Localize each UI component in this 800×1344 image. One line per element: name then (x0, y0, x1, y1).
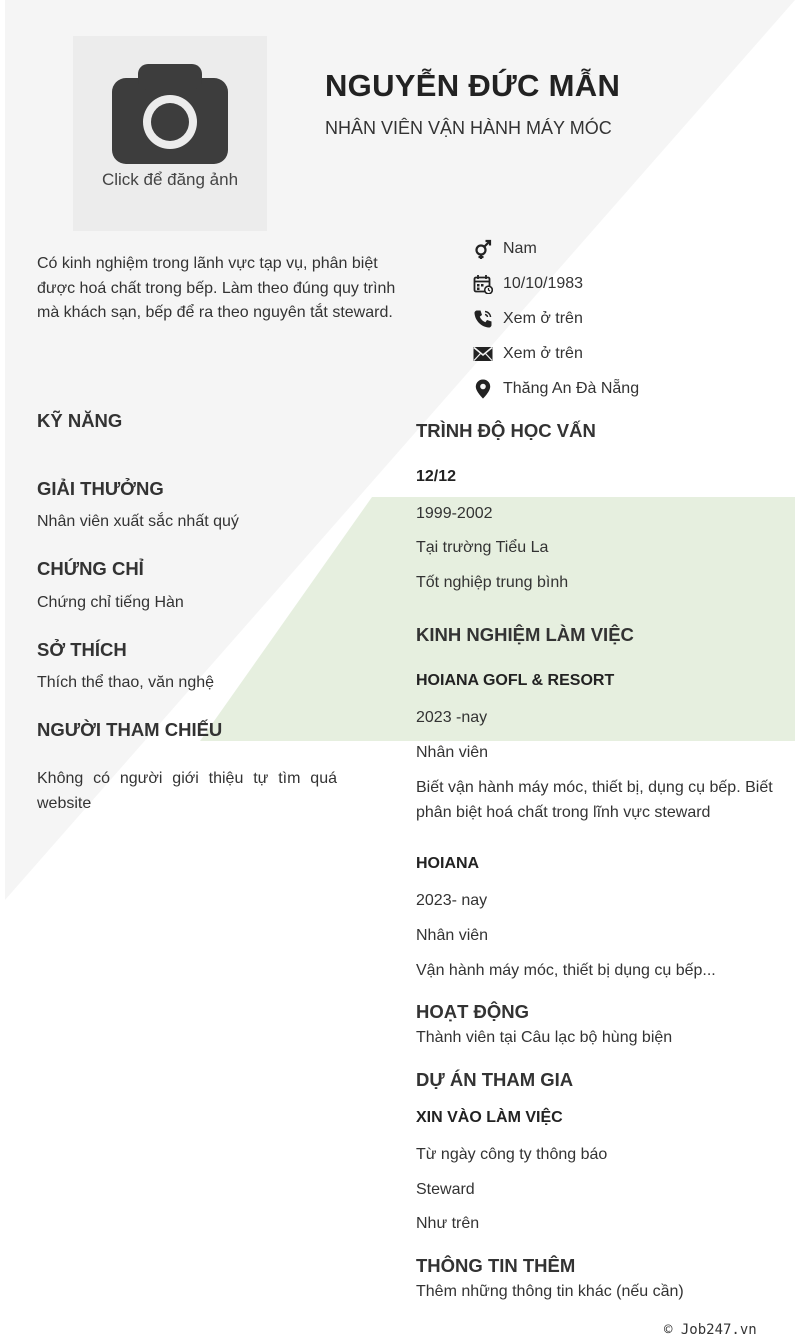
job-role: Nhân viên (416, 744, 489, 761)
education-degree: 12/12 (416, 468, 457, 485)
job-description: Vận hành máy móc, thiết bị dụng cụ bếp... (416, 962, 716, 979)
hobbies-text: Thích thể thao, văn nghệ (37, 674, 215, 691)
projects-heading: DỰ ÁN THAM GIA (416, 1069, 574, 1090)
contact-address (472, 371, 639, 406)
project-name: XIN VÀO LÀM VIỆC (416, 1109, 563, 1126)
project-description: Như trên (416, 1215, 480, 1232)
references-text: Không có người giới thiệu tự tìm quá website (37, 770, 337, 812)
candidate-name: NGUYỄN ĐỨC MẪN (325, 68, 621, 103)
project-period: Từ ngày công ty thông báo (416, 1146, 608, 1163)
activities-heading: HOẠT ĐỘNG (416, 1001, 530, 1022)
job-period: 2023 -nay (416, 709, 488, 726)
hobbies-heading: SỞ THÍCH (37, 639, 127, 660)
contact-email (472, 336, 639, 371)
address-value: Thăng An Đà Nẵng (503, 379, 640, 397)
job-company: HOIANA (416, 855, 480, 872)
camera-icon (112, 64, 228, 164)
extra-heading: THÔNG TIN THÊM (416, 1255, 576, 1276)
phone-icon (472, 308, 494, 330)
photo-upload[interactable] (73, 36, 267, 231)
education-period: 1999-2002 (416, 505, 493, 522)
job-title: NHÂN VIÊN VẬN HÀNH MÁY MÓC (325, 118, 612, 138)
awards-text: Nhân viên xuất sắc nhất quý (37, 513, 239, 530)
phone-value: Xem ở trên (503, 309, 583, 327)
project-role: Steward (416, 1181, 475, 1198)
job-role: Nhân viên (416, 927, 489, 944)
gender-icon (472, 238, 494, 260)
experience-heading: KINH NGHIỆM LÀM VIỆC (416, 624, 634, 645)
footer-copyright: © Job247.vn (664, 1322, 757, 1338)
awards-heading: GIẢI THƯỞNG (37, 478, 164, 499)
certificates-heading: CHỨNG CHỈ (37, 558, 144, 579)
education-school: Tại trường Tiểu La (416, 539, 549, 556)
job-period: 2023- nay (416, 892, 488, 909)
contact-list (472, 232, 639, 406)
email-value: Xem ở trên (503, 344, 583, 362)
education-heading: TRÌNH ĐỘ HỌC VẤN (416, 420, 596, 441)
references-heading: NGƯỜI THAM CHIẾU (37, 719, 223, 740)
contact-phone (472, 302, 639, 337)
extra-text: Thêm những thông tin khác (nếu cần) (416, 1283, 684, 1300)
job-description: Biết vận hành máy móc, thiết bị, dụng cụ bếp. Biết phân biệt hoá chất trong lĩnh vực steward (416, 779, 773, 821)
location-icon (472, 378, 494, 400)
photo-caption: Click để đăng ảnh (101, 170, 239, 189)
contact-gender (472, 232, 639, 267)
education-result: Tốt nghiệp trung bình (416, 574, 569, 591)
summary-text: Có kinh nghiệm trong lãnh vực tạp vụ, phân biệt được hoá chất trong bếp. Làm theo đúng quy trình mà khách sạn, bếp để ra theo nguyên tắt steward. (37, 255, 396, 322)
gender-value: Nam (503, 240, 537, 258)
contact-birthday (472, 267, 639, 302)
job-company: HOIANA GOFL & RESORT (416, 672, 615, 689)
skills-heading: KỸ NĂNG (37, 410, 123, 431)
mail-icon (472, 343, 494, 365)
certificates-text: Chứng chỉ tiếng Hàn (37, 594, 184, 611)
birthday-value: 10/10/1983 (503, 275, 584, 293)
activities-text: Thành viên tại Câu lạc bộ hùng biện (416, 1029, 673, 1046)
calendar-icon (472, 273, 494, 295)
